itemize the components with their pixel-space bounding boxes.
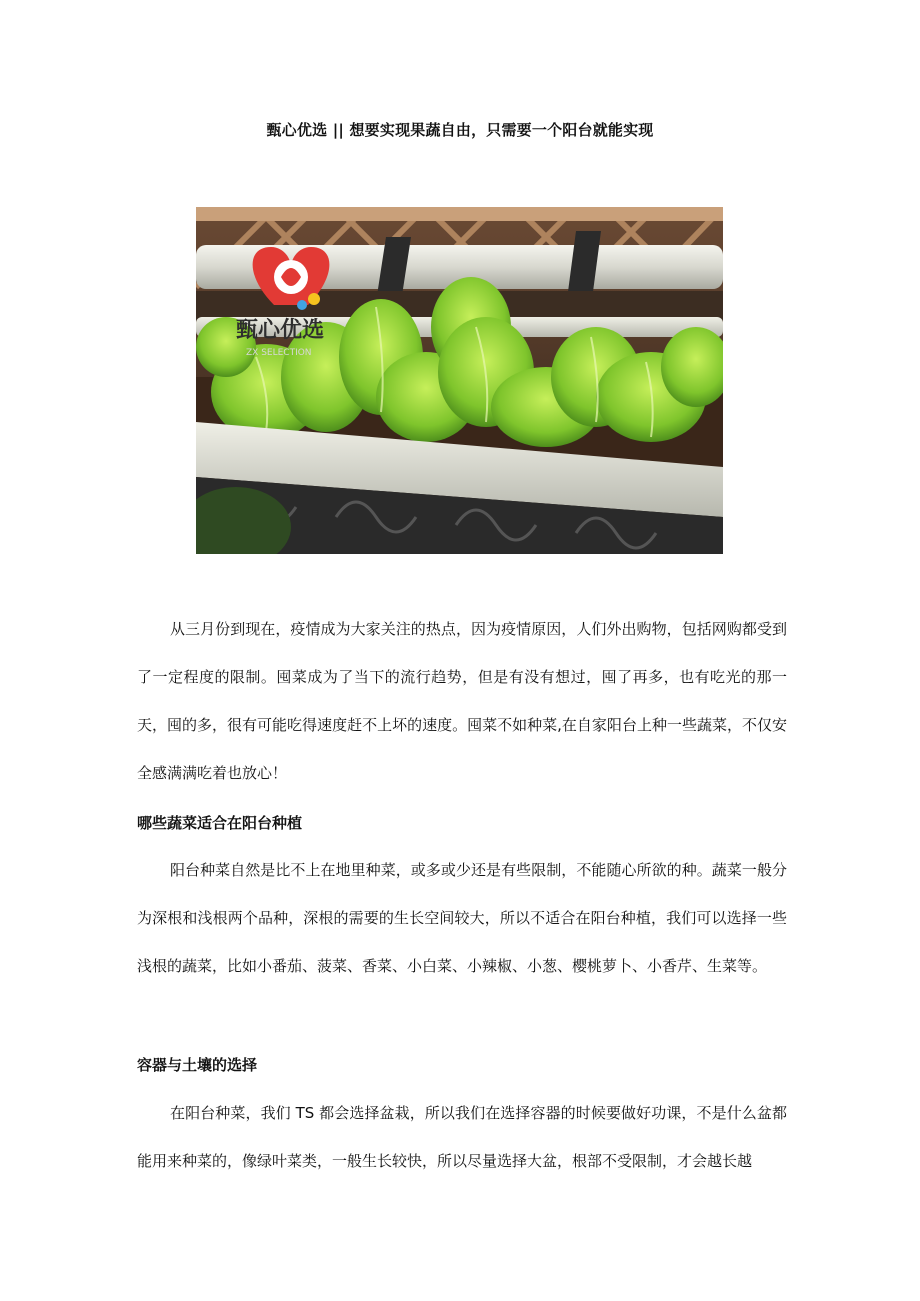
paragraph-suitable-vegetables: 阳台种菜自然是比不上在地里种菜，或多或少还是有些限制，不能随心所欲的种。蔬菜一般分为深根和浅根两个品种，深根的需要的生长空间较大，所以不适合在阳台种植，我们可以选择一些浅根的蔬菜，比如小番茄、菠菜、香菜、小白菜、小辣椒、小葱、樱桃萝卜、小香芹、生菜等。 xyxy=(137,861,787,975)
paragraph-intro: 从三月份到现在，疫情成为大家关注的热点，因为疫情原因，人们外出购物，包括网购都受到了一定程度的限制。囤菜成为了当下的流行趋势，但是有没有想过，囤了再多，也有吃光的那一天，囤的多，很有可能吃得速度赶不上坏的速度。囤菜不如种菜,在自家阳台上种一些蔬菜，不仅安全感满满吃着也放心！ xyxy=(137,620,787,782)
section-heading-suitable-vegetables: 哪些蔬菜适合在阳台种植 xyxy=(137,814,303,832)
document-title: 甄心优选 || 想要实现果蔬自由，只需要一个阳台就能实现 xyxy=(266,121,654,139)
balcony-lettuce-photo xyxy=(196,207,723,554)
logo-text: 甄心优选 xyxy=(236,318,325,343)
logo-subtext: ZX SELECTION xyxy=(246,348,312,358)
section-heading-containers-soil: 容器与土壤的选择 xyxy=(137,1056,258,1074)
paragraph-containers-soil: 在阳台种菜，我们 TS 都会选择盆栽，所以我们在选择容器的时候要做好功课，不是什么盆都能用来种菜的，像绿叶菜类，一般生长较快，所以尽量选择大盆，根部不受限制，才会越长越 xyxy=(137,1104,787,1170)
